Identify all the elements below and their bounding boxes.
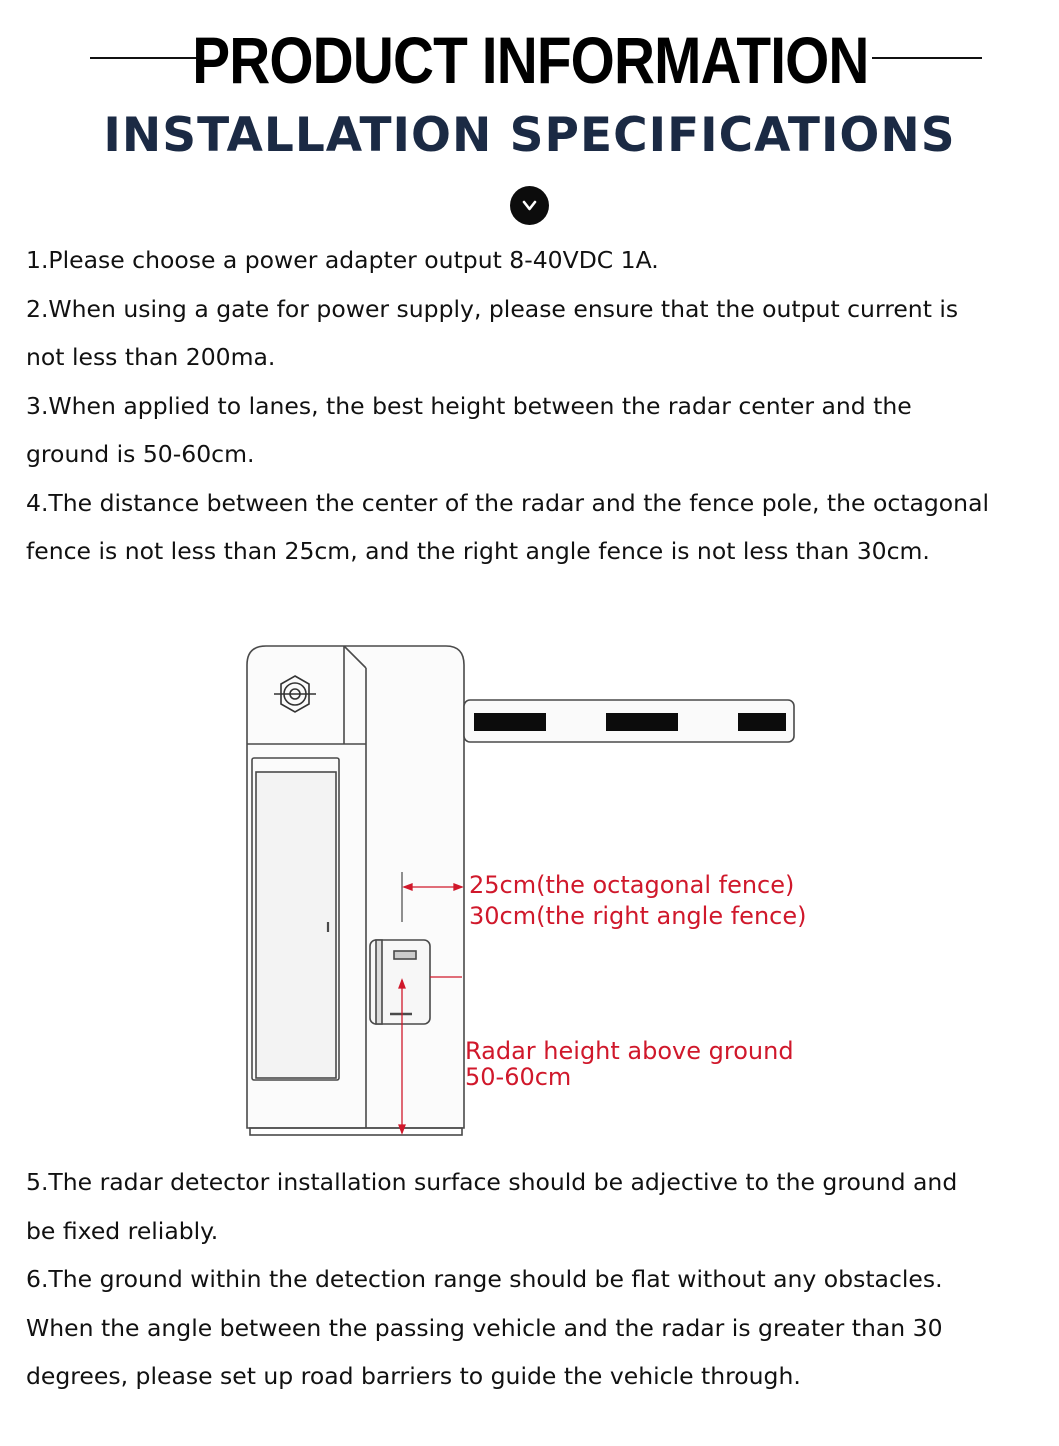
spec-item-2-cont: not less than 200ma. [26, 343, 276, 371]
height-value: 50-60cm [465, 1063, 572, 1091]
boom-arm [464, 700, 794, 742]
height-label: Radar height above ground [465, 1037, 794, 1065]
section-subtitle: INSTALLATION SPECIFICATIONS [103, 108, 956, 163]
spec-item-3: 3.When applied to lanes, the best height between the radar center and the [26, 391, 912, 420]
distance-label-octagonal: 25cm(the octagonal fence) [469, 871, 795, 899]
spec-item-1: 1.Please choose a power adapter output 8-40VDC 1A. [26, 246, 659, 274]
chevron-down-icon [510, 186, 549, 225]
gate-cabinet [247, 646, 464, 1135]
spec-item-5-cont: be fixed reliably. [26, 1216, 219, 1245]
spec-item-6-cont: When the angle between the passing vehicle and the radar is greater than 30 [26, 1313, 943, 1342]
distance-label-right-angle: 30cm(the right angle fence) [469, 902, 807, 930]
spec-list-top [26, 236, 1046, 576]
page-title: PRODUCT INFORMATION [192, 23, 869, 97]
barrier-gate-diagram [240, 640, 840, 1145]
spec-item-6-end: degrees, please set up road barriers to guide the vehicle through. [26, 1362, 801, 1390]
spec-item-6: 6.The ground within the detection range should be flat without any obstacles. [26, 1265, 943, 1293]
spec-list-bottom [26, 1158, 1046, 1401]
radar-detector [370, 940, 430, 1024]
spec-item-4: 4.The distance between the center of the radar and the fence pole, the octagonal [26, 488, 989, 517]
header [0, 0, 1059, 230]
spec-item-5: 5.The radar detector installation surface should be adjective to the ground and [26, 1168, 958, 1196]
spec-item-3-cont: ground is 50-60cm. [26, 440, 255, 468]
title-rule-right [872, 57, 982, 59]
spec-item-2: 2.When using a gate for power supply, please ensure that the output current is [26, 294, 959, 323]
spec-item-4-cont: fence is not less than 25cm, and the right angle fence is not less than 30cm. [26, 537, 930, 565]
